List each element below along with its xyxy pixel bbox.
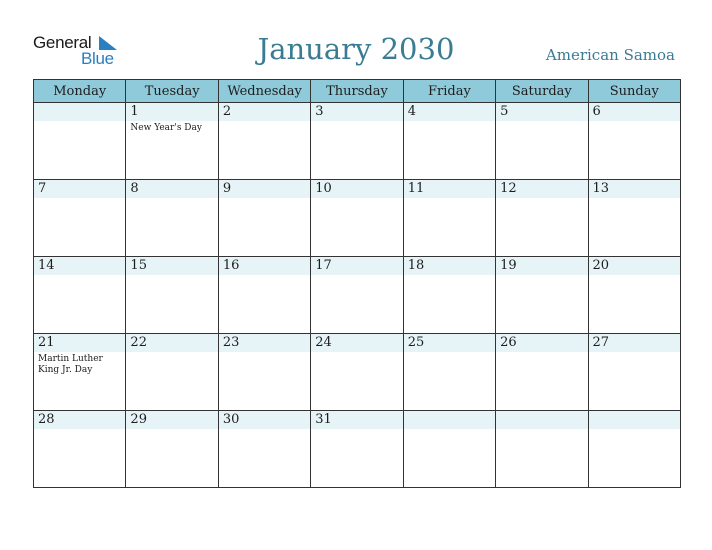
day-number: 19: [500, 258, 517, 273]
day-number: 31: [315, 412, 332, 427]
holiday-label: New Year's Day: [130, 123, 202, 133]
logo-text-blue: Blue: [81, 49, 114, 68]
day-number: 5: [500, 104, 509, 119]
weekday-header: Thursday: [311, 80, 403, 103]
day-number: 15: [130, 258, 147, 273]
day-number: 14: [38, 258, 55, 273]
day-cell: [311, 257, 403, 334]
weekday-header: Wednesday: [218, 80, 310, 103]
day-number: 9: [222, 181, 232, 196]
day-cell: [311, 411, 403, 488]
weekday-header: Friday: [403, 80, 495, 103]
day-number: 30: [222, 412, 240, 427]
day-cell: [126, 257, 218, 334]
day-number: 25: [407, 335, 425, 350]
day-number: 26: [500, 335, 517, 350]
day-number-band: [34, 103, 125, 121]
day-cell: [34, 103, 126, 180]
day-cell: [126, 103, 218, 180]
day-cell: [34, 180, 126, 257]
day-number: 12: [500, 181, 517, 196]
week-row: [34, 103, 681, 180]
day-cell: [588, 180, 680, 257]
day-number: 24: [315, 335, 332, 350]
day-cell: [496, 334, 588, 411]
day-number: 3: [315, 104, 324, 119]
day-number-band: [589, 411, 680, 429]
day-cell: [218, 411, 310, 488]
day-number-band: [126, 180, 217, 198]
day-cell: [496, 411, 588, 488]
day-number: 29: [130, 412, 147, 427]
day-number-band: [404, 103, 495, 121]
calendar-title: January 2030: [257, 32, 455, 66]
day-number: 16: [222, 258, 240, 273]
day-number: 8: [130, 181, 139, 196]
logo-text-general: General: [33, 33, 92, 52]
region-label: American Samoa: [545, 46, 675, 64]
day-number: 18: [407, 258, 425, 273]
week-row: [34, 334, 681, 411]
day-number-band: [496, 103, 587, 121]
week-row: [34, 257, 681, 334]
day-cell: [403, 180, 495, 257]
calendar-grid: [33, 79, 681, 488]
day-number: 11: [407, 181, 425, 196]
day-number-band: [34, 180, 125, 198]
day-number-band: [311, 103, 402, 121]
day-number: 27: [592, 335, 610, 350]
day-number: 4: [407, 104, 416, 119]
day-cell: [403, 257, 495, 334]
day-cell: [588, 334, 680, 411]
day-number: 21: [38, 335, 55, 350]
day-cell: [34, 411, 126, 488]
day-cell: [403, 103, 495, 180]
day-number-band: [404, 411, 495, 429]
day-cell: [218, 103, 310, 180]
weekday-header: Sunday: [588, 80, 680, 103]
day-number: 6: [592, 104, 601, 119]
weekday-header: Saturday: [496, 80, 588, 103]
day-number-band: [496, 411, 587, 429]
day-cell: [496, 257, 588, 334]
day-cell: [126, 180, 218, 257]
day-number-band: [126, 103, 217, 121]
day-cell: [496, 180, 588, 257]
day-cell: [588, 257, 680, 334]
day-cell: [496, 103, 588, 180]
day-number: 10: [315, 181, 332, 196]
day-number: 13: [592, 181, 610, 196]
day-number: 20: [592, 258, 610, 273]
day-cell: [403, 411, 495, 488]
day-cell: [403, 334, 495, 411]
day-number: 28: [38, 412, 55, 427]
day-cell: [126, 411, 218, 488]
day-number: 2: [222, 104, 232, 119]
day-cell: [311, 334, 403, 411]
day-number: 22: [130, 335, 147, 350]
day-number: 1: [130, 104, 139, 119]
day-cell: [218, 334, 310, 411]
day-number: 23: [222, 335, 240, 350]
weekday-header-row: [34, 80, 681, 103]
day-cell: [218, 257, 310, 334]
day-number: 17: [315, 258, 332, 273]
day-cell: [126, 334, 218, 411]
day-cell: [311, 103, 403, 180]
day-number-band: [219, 180, 310, 198]
week-row: [34, 411, 681, 488]
holiday-label: Martin Luther King Jr. Day: [38, 354, 103, 375]
day-cell: [34, 257, 126, 334]
day-cell: [311, 180, 403, 257]
day-number-band: [589, 103, 680, 121]
day-cell: [588, 411, 680, 488]
week-row: [34, 180, 681, 257]
day-cell: [34, 334, 126, 411]
weekday-header: Monday: [34, 80, 126, 103]
day-cell: [218, 180, 310, 257]
weekday-header: Tuesday: [126, 80, 218, 103]
day-number-band: [219, 103, 310, 121]
day-cell: [588, 103, 680, 180]
day-number: 7: [38, 181, 47, 196]
